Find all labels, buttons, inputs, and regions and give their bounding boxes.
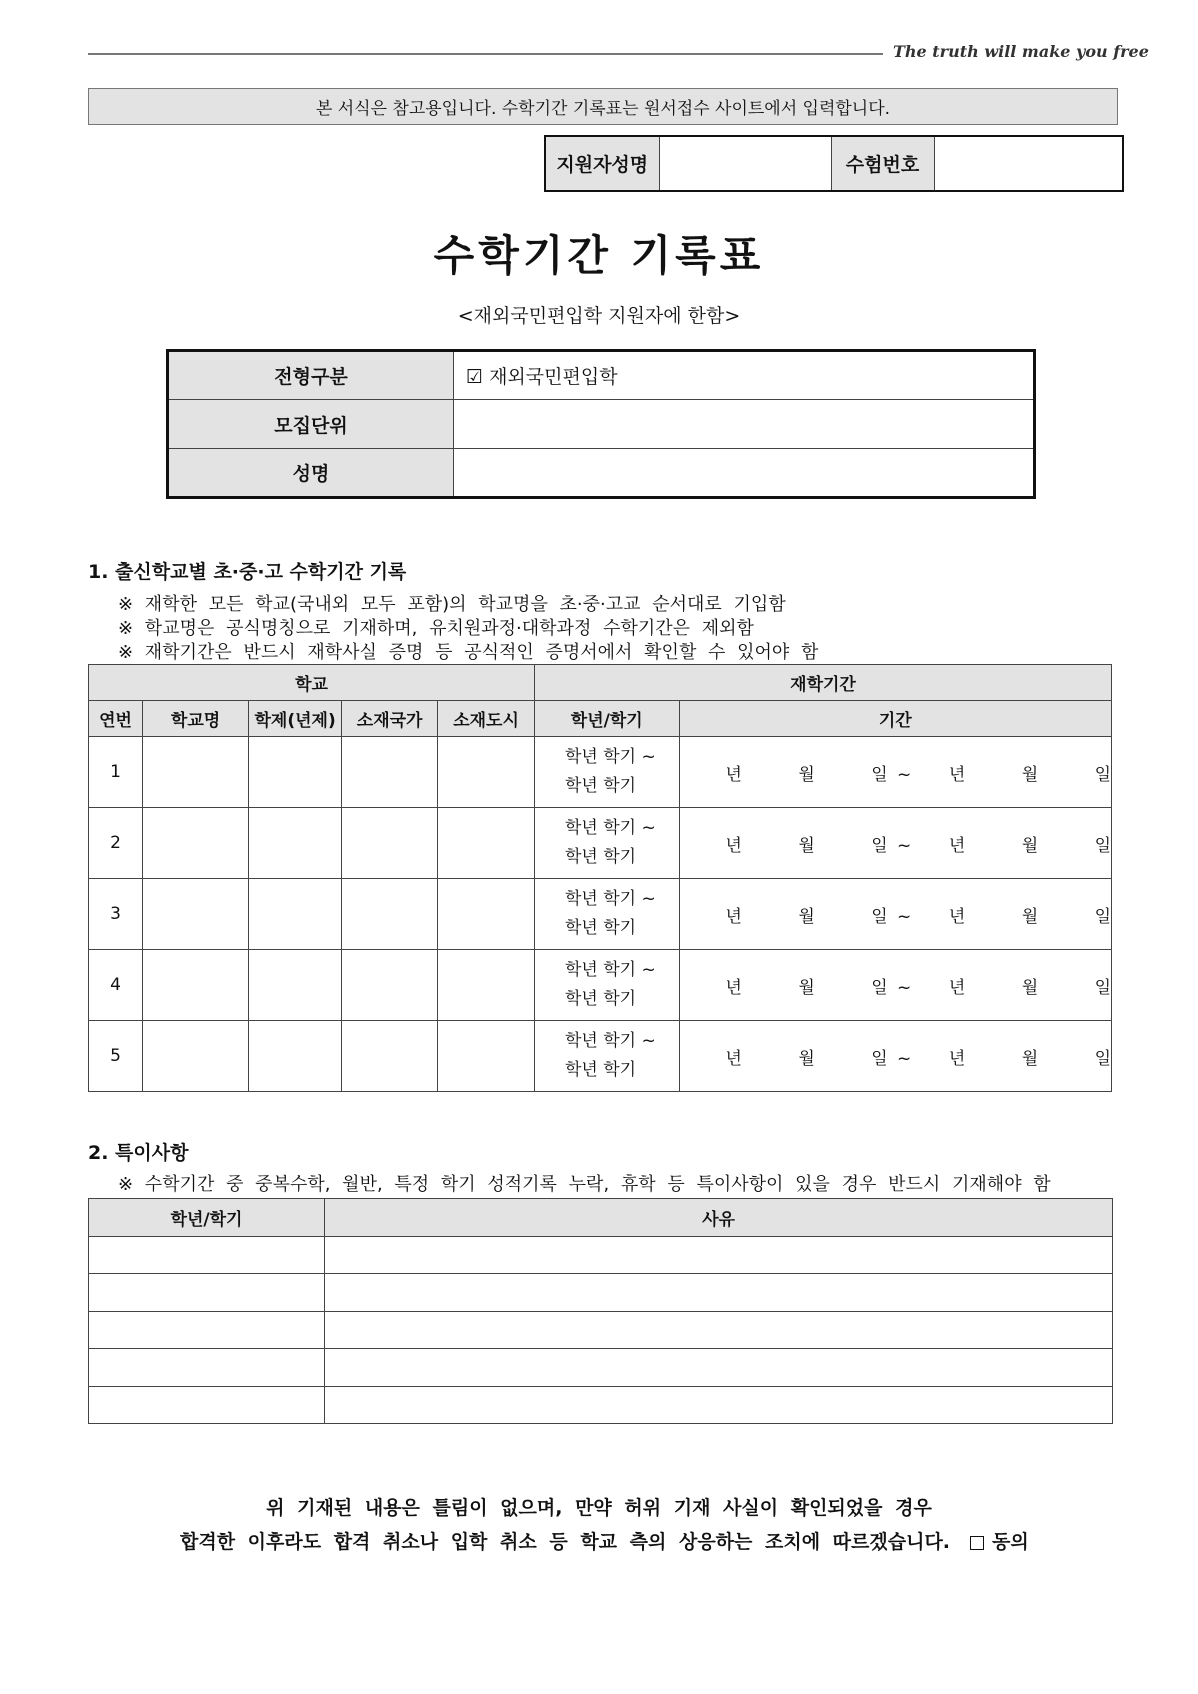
section1-title: 1. 출신학교별 초·중·고 수학기간 기록: [88, 561, 407, 583]
row-number: 1: [89, 737, 143, 808]
col-header: 학교명: [143, 701, 249, 737]
table-row: [89, 1386, 1113, 1424]
table-row: [89, 1274, 1113, 1312]
table-row: [89, 879, 1112, 950]
semester-from: 학년 학기 ~: [564, 1031, 656, 1051]
table-row: [89, 1349, 1113, 1387]
semester-to: 학년 학기: [564, 847, 637, 867]
reason-cell[interactable]: [325, 1236, 1113, 1274]
applicant-name-field[interactable]: [659, 136, 831, 191]
row-number: 3: [89, 879, 143, 950]
exam-number-label: 수험번호: [831, 136, 934, 191]
country-cell[interactable]: [342, 737, 438, 808]
semester-cell[interactable]: [534, 1021, 679, 1092]
school-system-cell[interactable]: [249, 879, 342, 950]
city-cell[interactable]: [438, 879, 535, 950]
school-system-cell[interactable]: [249, 737, 342, 808]
section2-title: 2. 특이사항: [88, 1142, 189, 1164]
header-rule: [88, 53, 883, 55]
semester-to: 학년 학기: [564, 989, 637, 1009]
page-title: 수학기간 기록표: [433, 231, 765, 280]
col-header: 사유: [325, 1199, 1113, 1237]
exam-number-field[interactable]: [934, 136, 1123, 191]
reason-cell[interactable]: [325, 1311, 1113, 1349]
country-cell[interactable]: [342, 808, 438, 879]
study-period-table: [88, 664, 1112, 1092]
header-motto: The truth will make you free: [893, 42, 1149, 61]
col-header: 학년/학기: [534, 701, 679, 737]
col-header: 소재도시: [438, 701, 535, 737]
semester-cell[interactable]: [89, 1311, 325, 1349]
row-number: 2: [89, 808, 143, 879]
reason-cell[interactable]: [325, 1274, 1113, 1312]
col-header: 학제(년제): [249, 701, 342, 737]
school-name-cell[interactable]: [143, 950, 249, 1021]
row-number: 5: [89, 1021, 143, 1092]
country-cell[interactable]: [342, 950, 438, 1021]
agree-label: 동의: [992, 1531, 1029, 1553]
col-header: 연번: [89, 701, 143, 737]
school-system-cell[interactable]: [249, 1021, 342, 1092]
semester-cell[interactable]: [534, 950, 679, 1021]
admission-type-field[interactable]: ☑ 재외국민편입학: [454, 351, 1035, 400]
period-cell[interactable]: 년 월 일 ~ 년 월 일: [679, 950, 1112, 1021]
semester-cell[interactable]: [89, 1274, 325, 1312]
section1-note: ※ 재학기간은 반드시 재학사실 증명 등 공식적인 증명서에서 확인할 수 있어야 함: [118, 642, 819, 663]
semester-from: 학년 학기 ~: [564, 818, 656, 838]
admission-info-table: [166, 349, 1036, 499]
period-cell[interactable]: 년 월 일 ~ 년 월 일: [679, 808, 1112, 879]
school-name-cell[interactable]: [143, 879, 249, 950]
closing-statement-line1: 위 기재된 내용은 틀림이 없으며, 만약 허위 기재 사실이 확인되었을 경우: [266, 1497, 932, 1519]
page-subtitle: <재외국민편입학 지원자에 한함>: [457, 305, 741, 327]
name-field[interactable]: [454, 449, 1035, 498]
reason-cell[interactable]: [325, 1349, 1113, 1387]
semester-to: 학년 학기: [564, 1060, 637, 1080]
period-cell[interactable]: 년 월 일 ~ 년 월 일: [679, 879, 1112, 950]
school-name-cell[interactable]: [143, 1021, 249, 1092]
school-system-cell[interactable]: [249, 808, 342, 879]
table-row: [89, 1021, 1112, 1092]
remarks-table: [88, 1198, 1113, 1424]
closing-statement-text: 합격한 이후라도 합격 취소나 입학 취소 등 학교 측의 상응하는 조치에 따르겠습니다.: [180, 1531, 951, 1553]
closing-statement-line2: [180, 1527, 1029, 1554]
city-cell[interactable]: [438, 808, 535, 879]
reason-cell[interactable]: [325, 1386, 1113, 1424]
semester-cell[interactable]: [534, 737, 679, 808]
semester-cell[interactable]: [534, 879, 679, 950]
semester-from: 학년 학기 ~: [564, 960, 656, 980]
col-header: 기간: [679, 701, 1112, 737]
school-system-cell[interactable]: [249, 950, 342, 1021]
period-cell[interactable]: 년 월 일 ~ 년 월 일: [679, 1021, 1112, 1092]
city-cell[interactable]: [438, 737, 535, 808]
admission-type-label: 전형구분: [168, 351, 454, 400]
table-row: [89, 808, 1112, 879]
semester-cell[interactable]: [534, 808, 679, 879]
school-name-cell[interactable]: [143, 808, 249, 879]
semester-cell[interactable]: [89, 1386, 325, 1424]
applicant-name-label: 지원자성명: [545, 136, 659, 191]
period-cell[interactable]: 년 월 일 ~ 년 월 일: [679, 737, 1112, 808]
recruit-unit-label: 모집단위: [168, 400, 454, 449]
applicant-box: [544, 135, 1124, 192]
semester-cell[interactable]: [89, 1349, 325, 1387]
semester-cell[interactable]: [89, 1236, 325, 1274]
section1-note: ※ 학교명은 공식명칭으로 기재하며, 유치원과정·대학과정 수학기간은 제외함: [118, 618, 754, 639]
row-number: 4: [89, 950, 143, 1021]
recruit-unit-field[interactable]: [454, 400, 1035, 449]
table-row: [89, 1236, 1113, 1274]
section2-note: ※ 수학기간 중 중복수학, 월반, 특정 학기 성적기록 누락, 휴학 등 특이사항이 있을 경우 반드시 기재해야 함: [118, 1174, 1051, 1195]
reference-notice: 본 서식은 참고용입니다. 수학기간 기록표는 원서접수 사이트에서 입력합니다.: [88, 88, 1118, 125]
section1-note: ※ 재학한 모든 학교(국내외 모두 포함)의 학교명을 초·중·고교 순서대로 기입함: [118, 594, 786, 615]
col-header: 학년/학기: [89, 1199, 325, 1237]
semester-from: 학년 학기 ~: [564, 747, 656, 767]
country-cell[interactable]: [342, 1021, 438, 1092]
school-name-cell[interactable]: [143, 737, 249, 808]
semester-to: 학년 학기: [564, 918, 637, 938]
table-row: [89, 1311, 1113, 1349]
table-row: [89, 950, 1112, 1021]
agree-checkbox[interactable]: [970, 1536, 984, 1550]
city-cell[interactable]: [438, 1021, 535, 1092]
country-cell[interactable]: [342, 879, 438, 950]
col-header: 소재국가: [342, 701, 438, 737]
name-label: 성명: [168, 449, 454, 498]
table-row: [89, 737, 1112, 808]
semester-from: 학년 학기 ~: [564, 889, 656, 909]
group-header-period: 재학기간: [534, 665, 1111, 701]
semester-to: 학년 학기: [564, 776, 637, 796]
group-header-school: 학교: [89, 665, 535, 701]
city-cell[interactable]: [438, 950, 535, 1021]
